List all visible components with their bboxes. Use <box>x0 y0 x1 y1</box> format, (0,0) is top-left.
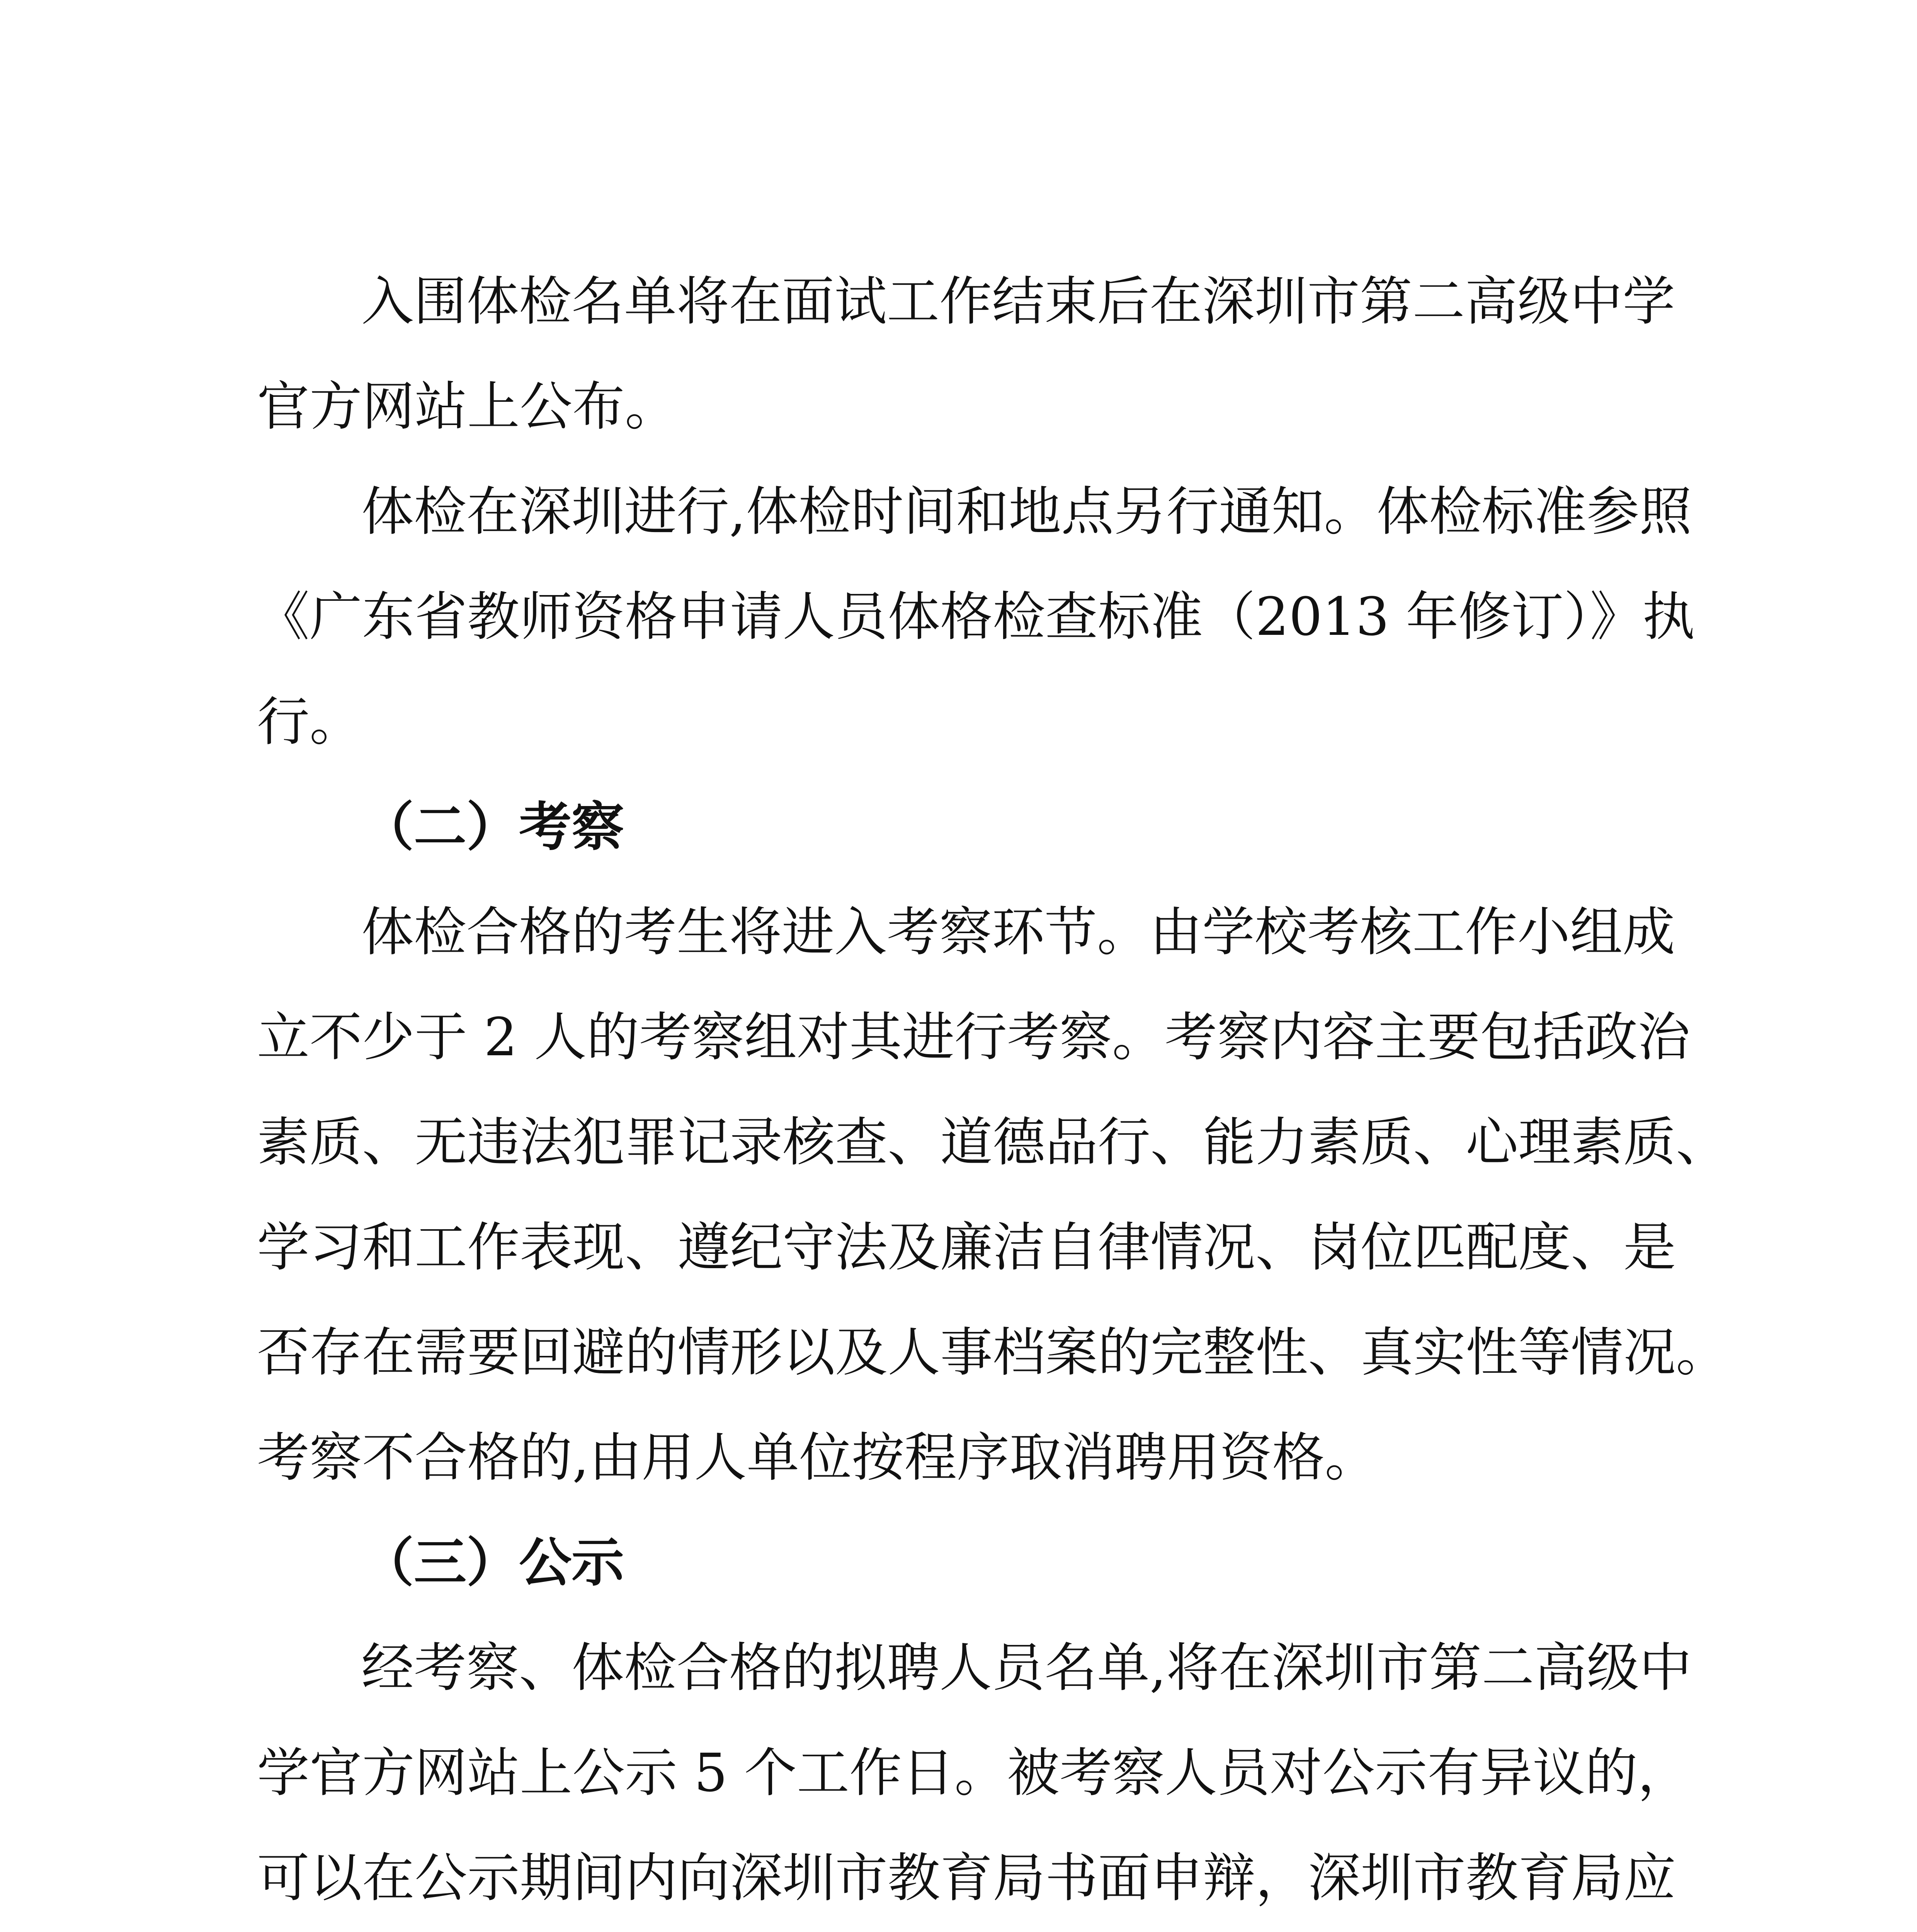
paragraph-line: 入围体检名单将在面试工作结束后在深圳市第二高级中学 <box>361 271 1675 332</box>
paragraph-line: 行。 <box>257 692 362 753</box>
paragraph-line: 立不少于 2 人的考察组对其进行考察。考察内容主要包括政治 <box>257 1007 1690 1068</box>
paragraph-line: 考察不合格的,由用人单位按程序取消聘用资格。 <box>257 1427 1378 1488</box>
section-heading: （二）考察 <box>361 797 624 858</box>
paragraph-line: 学习和工作表现、遵纪守法及廉洁自律情况、岗位匹配度、是 <box>257 1217 1676 1278</box>
paragraph-line: 体检在深圳进行,体检时间和地点另行通知。体检标准参照 <box>361 481 1692 543</box>
paragraph-line: 学官方网站上公示 5 个工作日。被考察人员对公示有异议的， <box>257 1743 1690 1804</box>
document-body <box>257 249 1728 1932</box>
paragraph-line: 《广东省教师资格申请人员体格检查标准（2013 年修订）》执 <box>257 587 1695 648</box>
paragraph-line: 经考察、体检合格的拟聘人员名单,将在深圳市第二高级中 <box>361 1638 1692 1699</box>
paragraph-line: 体检合格的考生将进入考察环节。由学校考核工作小组成 <box>361 902 1675 963</box>
paragraph-line: 素质、无违法犯罪记录核查、道德品行、能力素质、心理素质、 <box>257 1112 1728 1173</box>
paragraph-line: 可以在公示期间内向深圳市教育局书面申辩，深圳市教育局应 <box>257 1848 1676 1909</box>
paragraph-line: 否存在需要回避的情形以及人事档案的完整性、真实性等情况。 <box>257 1322 1728 1383</box>
paragraph-line: 官方网站上公布。 <box>257 376 677 437</box>
section-heading: （三）公示 <box>361 1532 624 1594</box>
